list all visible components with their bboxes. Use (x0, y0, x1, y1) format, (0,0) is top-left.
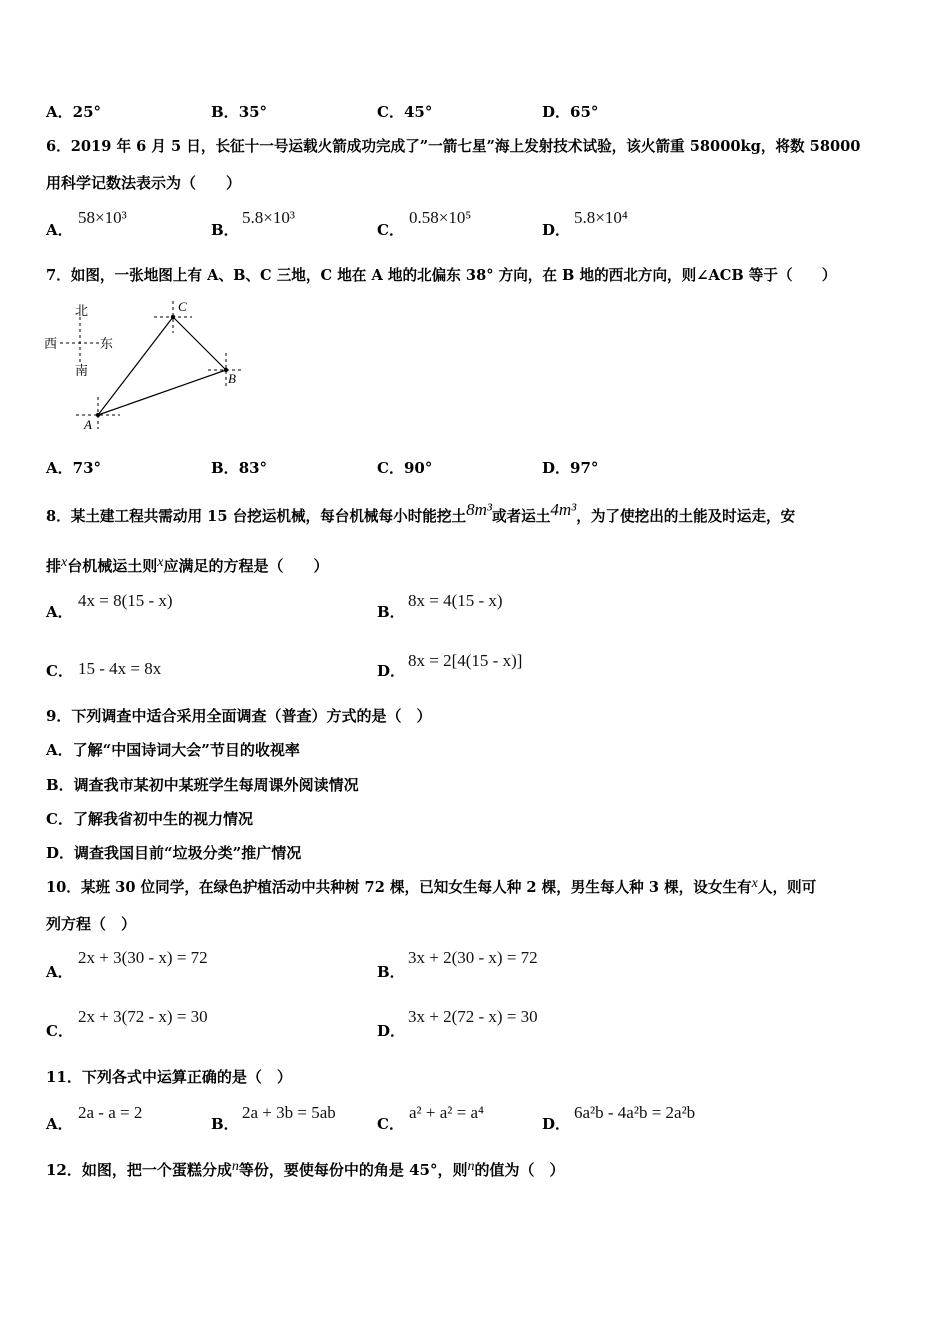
q9-option-d: D．调查我国目前“垃圾分类”推广情况 (46, 844, 302, 862)
q5-option-b: B．35° (211, 103, 268, 121)
q6-option-a-value: 58×10³ (78, 208, 127, 227)
q6-option-b-label: B． (211, 221, 239, 239)
q8-option-a-value: 4x = 8(15 - x) (78, 591, 173, 610)
q8-option-a-label: A． (46, 603, 73, 621)
q8-option-c-value: 15 - 4x = 8x (78, 659, 162, 678)
q11-option-a-label: A． (46, 1115, 73, 1133)
q10-option-a-value: 2x + 3(30 - x) = 72 (78, 948, 208, 967)
q9-option-b: B．调查我市某初中某班学生每周课外阅读情况 (46, 776, 359, 794)
point-c (171, 315, 175, 319)
q8-stem-line1: 8．某土建工程共需动用 15 台挖运机械，每台机械每小时能挖土8m³或者运土4m³，为了使挖出的土能及时运走，安 (46, 500, 796, 525)
q10-stem-line1: 10．某班 30 位同学，在绿色护植活动中共种树 72 棵，已知女生每人种 2 棵，男生每人种 3 棵，设女生有x人，则可 (46, 876, 817, 896)
label-b: B (228, 371, 236, 386)
q11-option-c-label: C． (377, 1115, 404, 1133)
q9-option-a: A．了解“中国诗词大会”节目的收视率 (46, 741, 300, 759)
point-a (96, 413, 100, 417)
q7-option-c: C．90° (377, 459, 433, 477)
q12-stem: 12．如图，把一个蛋糕分成n等份，要使每份中的角是 45°，则n的值为（ ） (46, 1159, 565, 1179)
q6-option-b-value: 5.8×10³ (242, 208, 295, 227)
q10-option-d-value: 3x + 2(72 - x) = 30 (408, 1007, 538, 1026)
q6-option-c-label: C． (377, 221, 404, 239)
q11-option-b-value: 2a + 3b = 5ab (242, 1103, 336, 1122)
triangle-acb (98, 317, 226, 415)
q8-option-d-label: D． (377, 662, 406, 680)
q5-option-a: A．25° (46, 103, 102, 121)
label-a: A (84, 417, 92, 432)
q10-option-c-value: 2x + 3(72 - x) = 30 (78, 1007, 208, 1026)
compass-east-label: 东 (100, 337, 114, 352)
q5-option-c: C．45° (377, 103, 433, 121)
q10-option-c-label: C． (46, 1022, 73, 1040)
q6-stem-line2: 用科学记数法表示为（ ） (46, 174, 242, 192)
q11-stem: 11．下列各式中运算正确的是（ ） (46, 1068, 292, 1086)
q8-unit2: 4m³ (550, 500, 577, 519)
q11-option-a-value: 2a - a = 2 (78, 1103, 143, 1122)
q8-unit1: 8m³ (466, 500, 492, 519)
q9-stem: 9．下列调查中适合采用全面调查（普查）方式的是（ ） (46, 707, 432, 725)
q6-option-c-value: 0.58×10⁵ (409, 208, 472, 227)
q11-option-c-value: a² + a² = a⁴ (409, 1103, 484, 1122)
q7-option-b: B．83° (211, 459, 268, 477)
q7-figure (40, 295, 260, 435)
q8-option-c-label: C． (46, 662, 73, 680)
q6-option-d-label: D． (542, 221, 571, 239)
label-c: C (178, 299, 187, 314)
q8-option-b-label: B． (377, 603, 405, 621)
q7-stem: 7．如图，一张地图上有 A、B、C 三地，C 地在 A 地的北偏东 38° 方向，在 B 地的西北方向，则∠ACB 等于（ ） (46, 267, 837, 284)
q11-option-b-label: B． (211, 1115, 239, 1133)
q10-stem-line2: 列方程（ ） (46, 915, 137, 933)
q6-option-a-label: A． (46, 221, 73, 239)
q10-option-a-label: A． (46, 963, 73, 981)
q9-option-c: C．了解我省初中生的视力情况 (46, 810, 253, 828)
q8-stem-line2: 排x台机械运土则x应满足的方程是（ ） (46, 555, 329, 575)
compass-rose (60, 317, 100, 365)
q10-option-b-label: B． (377, 963, 405, 981)
q10-option-d-label: D． (377, 1022, 406, 1040)
q10-option-b-value: 3x + 2(30 - x) = 72 (408, 948, 538, 967)
compass-west-label: 西 (44, 337, 58, 352)
q6-option-d-value: 5.8×10⁴ (574, 208, 628, 227)
q7-option-d: D．97° (542, 459, 599, 477)
q8-option-b-value: 8x = 4(15 - x) (408, 591, 503, 610)
q8-option-d-value: 8x = 2[4(15 - x)] (408, 651, 523, 670)
q5-option-d: D．65° (542, 103, 599, 121)
compass-north-label: 北 (75, 304, 89, 319)
q7-option-a: A．73° (46, 459, 102, 477)
q11-option-d-value: 6a²b - 4a²b = 2a²b (574, 1103, 696, 1122)
q11-option-d-label: D． (542, 1115, 571, 1133)
compass-south-label: 南 (75, 364, 89, 379)
q6-stem-line1: 6．2019 年 6 月 5 日，长征十一号运载火箭成功完成了”一箭七星”海上发射技术试验，该火箭重 58000kg，将数 58000 (46, 138, 861, 155)
